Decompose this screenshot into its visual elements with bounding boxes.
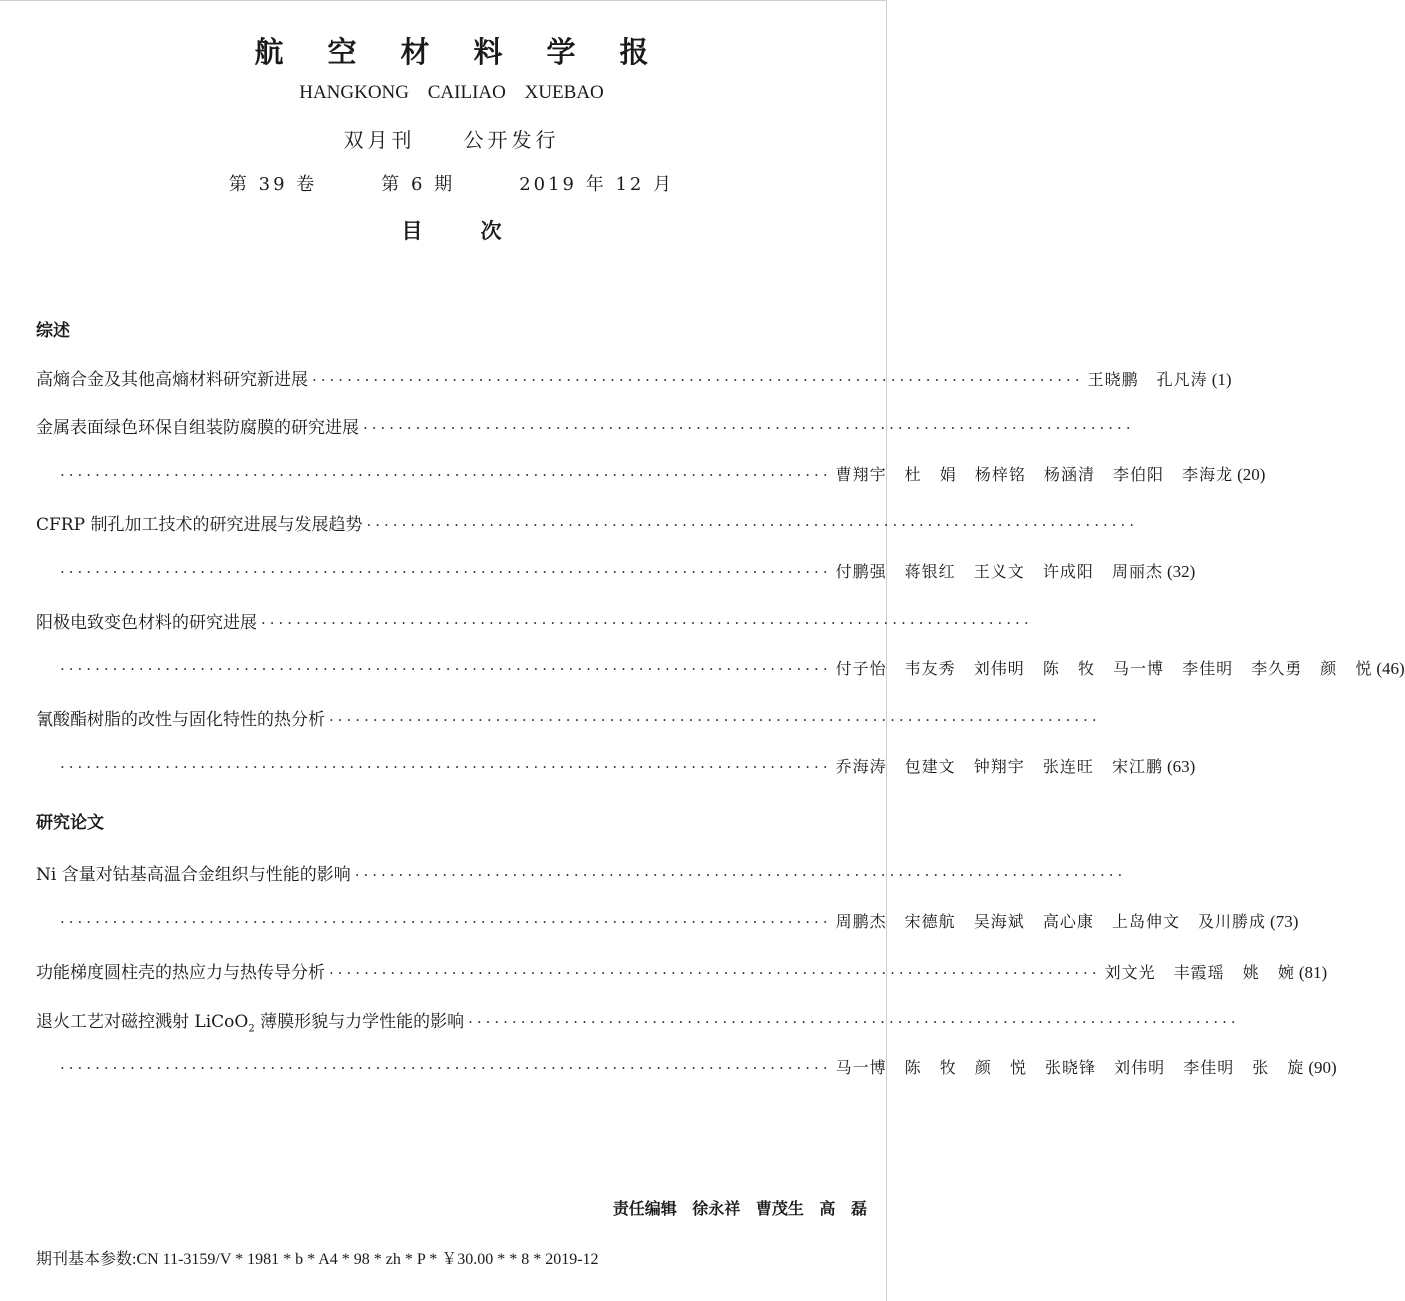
distribution-label: 公开发行 bbox=[463, 128, 560, 152]
article-title[interactable]: 氰酸酯树脂的改性与固化特性的热分析 bbox=[36, 710, 325, 730]
article-title[interactable]: 功能梯度圆柱壳的热应力与热传导分析 bbox=[36, 963, 325, 983]
article-title[interactable]: 高熵合金及其他高熵材料研究新进展 bbox=[36, 370, 308, 390]
frequency-label: 双月刊 bbox=[343, 128, 416, 152]
article-page: (90) bbox=[1308, 1058, 1337, 1077]
toc-entry[interactable] bbox=[36, 510, 1139, 535]
toc-heading: 目次 bbox=[401, 219, 560, 243]
toc-entry-continuation bbox=[56, 754, 1196, 778]
responsible-editors bbox=[613, 1196, 867, 1219]
toc-entry-continuation bbox=[56, 909, 1299, 933]
toc-entry-continuation bbox=[56, 559, 1196, 583]
article-title[interactable]: Ni 含量对钴基高温合金组织与性能的影响 bbox=[36, 865, 351, 885]
journal-parameters: 期刊基本参数:CN 11-3159/V * 1981 * b * A4 * 98 * zh * P * ￥30.00 * * 8 * 2019-12 bbox=[36, 1251, 599, 1268]
article-page: (1) bbox=[1211, 370, 1232, 389]
leader-dots: ························································································ bbox=[60, 1059, 832, 1077]
toc-entry[interactable] bbox=[36, 1007, 1240, 1035]
article-title[interactable]: CFRP 制孔加工技术的研究进展与发展趋势 bbox=[36, 515, 363, 535]
article-title-part: 退火工艺对磁控溅射 LiCoO bbox=[36, 1012, 249, 1032]
section-title-review: 综述 bbox=[36, 321, 70, 341]
article-authors: 王晓鹏 孔凡涛 bbox=[1087, 370, 1208, 389]
toc-entry[interactable] bbox=[36, 413, 1135, 438]
leader-dots: ························································································ bbox=[60, 563, 832, 581]
leader-dots: ························································································ bbox=[312, 371, 1084, 389]
toc-entry-continuation bbox=[56, 1055, 1337, 1079]
toc-entry[interactable] bbox=[36, 705, 1101, 730]
leader-dots: ························································································ bbox=[60, 913, 832, 931]
article-authors: 乔海涛 包建文 钟翔宇 张连旺 宋江鹏 bbox=[835, 757, 1163, 776]
section-title-research: 研究论文 bbox=[36, 813, 104, 833]
toc-entry-continuation bbox=[56, 462, 1266, 486]
article-title[interactable] bbox=[36, 1007, 464, 1034]
leader-dots: ························································································ bbox=[329, 711, 1101, 729]
leader-dots: ························································································ bbox=[363, 419, 1135, 437]
volume-label: 第 39 卷 bbox=[228, 174, 318, 195]
article-authors: 付鹏强 蒋银红 王义文 许成阳 周丽杰 bbox=[835, 562, 1163, 581]
toc-entry[interactable] bbox=[36, 365, 1232, 390]
leader-dots: ························································································ bbox=[366, 516, 1139, 534]
article-page: (73) bbox=[1270, 912, 1299, 931]
journal-title: 航空材料学报 bbox=[254, 35, 693, 69]
publication-info bbox=[0, 124, 903, 153]
editors-label: 责任编辑 bbox=[612, 1199, 677, 1218]
leader-dots: ························································································ bbox=[60, 466, 832, 484]
toc-entry[interactable] bbox=[36, 860, 1127, 885]
article-authors: 刘文光 丰霞瑶 姚 婉 bbox=[1104, 963, 1295, 982]
article-title-part: 薄膜形貌与力学性能的影响 bbox=[254, 1012, 465, 1032]
journal-pinyin: HANGKONG CAILIAO XUEBAO bbox=[299, 82, 604, 103]
leader-dots: ························································································ bbox=[468, 1013, 1240, 1031]
leader-dots: ························································································ bbox=[60, 660, 832, 678]
top-border bbox=[0, 0, 886, 1]
article-page: (81) bbox=[1298, 963, 1328, 982]
article-authors: 付子怡 韦友秀 刘伟明 陈 牧 马一博 李佳明 李久勇 颜 悦 bbox=[835, 659, 1373, 678]
article-page: (63) bbox=[1166, 757, 1196, 776]
leader-dots: ························································································ bbox=[329, 964, 1101, 982]
article-title[interactable]: 金属表面绿色环保自组装防腐膜的研究进展 bbox=[36, 418, 359, 438]
subscript: 2 bbox=[248, 1023, 255, 1035]
toc-entry[interactable] bbox=[36, 608, 1033, 633]
article-authors: 马一博 陈 牧 颜 悦 张晓锋 刘伟明 李佳明 张 旋 bbox=[835, 1058, 1305, 1077]
issue-label: 第 6 期 bbox=[381, 174, 456, 195]
leader-dots: ························································································ bbox=[354, 866, 1127, 884]
leader-dots: ························································································ bbox=[261, 614, 1033, 632]
article-authors: 周鹏杰 宋德航 吴海斌 高心康 上岛伸文 及川勝成 bbox=[835, 912, 1267, 931]
date-label: 2019 年 12 月 bbox=[519, 174, 675, 195]
article-page: (46) bbox=[1376, 659, 1405, 678]
toc-entry-continuation bbox=[56, 656, 1405, 680]
article-title[interactable]: 阳极电致变色材料的研究进展 bbox=[36, 613, 257, 633]
editors-names: 徐永祥 曹茂生 高 磊 bbox=[692, 1199, 867, 1218]
toc-entry[interactable] bbox=[36, 958, 1328, 983]
issue-info bbox=[0, 170, 903, 196]
article-authors: 曹翔宇 杜 娟 杨梓铭 杨涵清 李伯阳 李海龙 bbox=[835, 465, 1234, 484]
leader-dots: ························································································ bbox=[60, 758, 832, 776]
article-page: (20) bbox=[1237, 465, 1266, 484]
article-page: (32) bbox=[1166, 562, 1196, 581]
